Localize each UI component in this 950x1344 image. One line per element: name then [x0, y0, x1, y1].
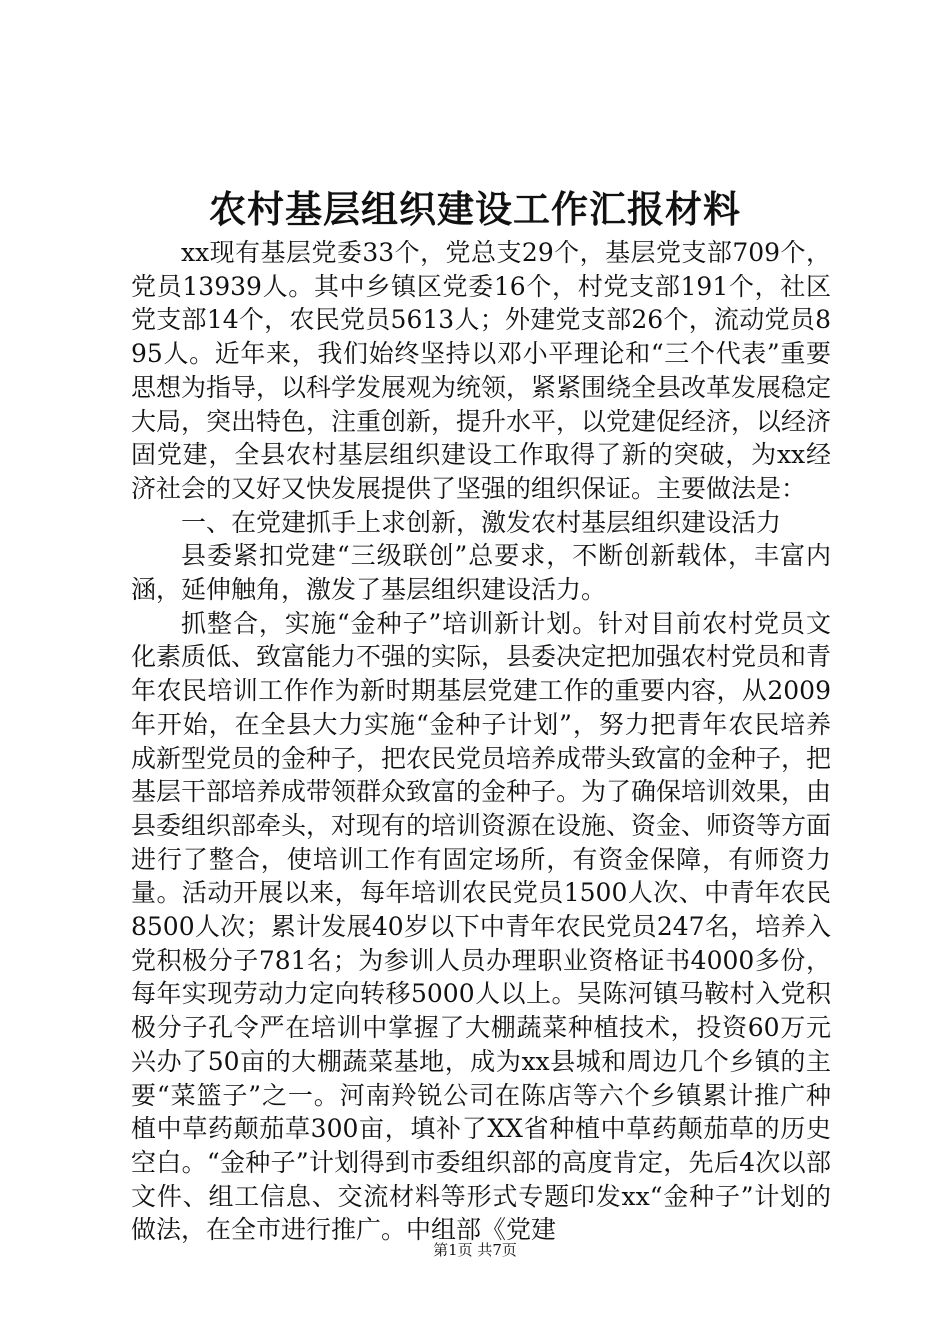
section-heading: 一、在党建抓手上求创新，激发农村基层组织建设活力: [181, 507, 782, 537]
document-body: [131, 236, 831, 1247]
paragraph-intro: xx现有基层党委33个，党总支29个，基层党支部709个，党员13939人。其中乡镇区党委16个，村党支部191个，社区党支部14个，农民党员5613人；外建党支部26个，流动党员895人。近年来，我们始终坚持以邓小平理论和“三个代表”重要思想为指导，以科学发展观为统领，紧紧围绕全县改革发展稳定大局，突出特色，注重创新，提升水平，以党建促经济，以经济固党建，全县农村基层组织建设工作取得了新的突破，为xx经济社会的又好又快发展提供了坚强的组织保证。主要做法是：: [131, 238, 832, 503]
paragraph-golden-seed: 抓整合，实施“金种子”培训新计划。针对目前农村党员文化素质低、致富能力不强的实际，县委决定把加强农村党员和青年农民培训工作作为新时期基层党建工作的重要内容，从2009年开始，在全县大力实施“金种子计划”，努力把青年农民培养成新型党员的金种子，把农民党员培养成带头致富的金种子，把基层干部培养成带领群众致富的金种子。为了确保培训效果，由县委组织部牵头，对现有的培训资源在设施、资金、师资等方面进行了整合，使培训工作有固定场所，有资金保障，有师资力量。活动开展以来，每年培训农民党员1500人次、中青年农民8500人次；累计发展40岁以下中青年农民党员247名，培养入党积极分子781名；为参训人员办理职业资格证书4000多份，每年实现劳动力定向转移5000人以上。吴陈河镇马鞍村入党积极分子孔令严在培训中掌握了大棚蔬菜种植技术，投资60万元兴办了50亩的大棚蔬菜基地，成为xx县城和周边几个乡镇的主要“菜篮子”之一。河南羚锐公司在陈店等六个乡镇累计推广种植中草药颠茄草300亩，填补了XX省种植中草药颠茄草的历史空白。“金种子”计划得到市委组织部的高度肯定，先后4次以部文件、组工信息、交流材料等形式专题印发xx“金种子”计划的做法，在全市进行推广。中组部《党建: [131, 608, 832, 1245]
page-number-footer: 第1页 共7页: [433, 1241, 517, 1259]
paragraph-summary: 县委紧扣党建“三级联创”总要求，不断创新载体，丰富内涵，延伸触角，激发了基层组织建设活力。: [131, 541, 831, 605]
document-title: 农村基层组织建设工作汇报材料: [209, 187, 741, 231]
